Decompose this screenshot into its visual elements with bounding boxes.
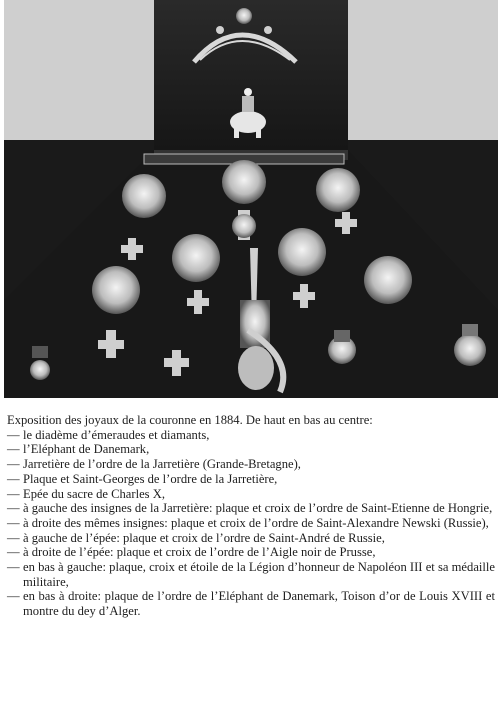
caption-item: — Epée du sacre de Charles X, [7,487,495,502]
caption-item: — l’Eléphant de Danemark, [7,442,495,457]
backdrop-right [348,0,498,140]
jewel-display-illustration [4,0,498,398]
caption-item: — à gauche de l’épée: plaque et croix de l’ordre de Saint-André de Russie, [7,531,495,546]
caption-item: — à droite des mêmes insignes: plaque et croix de l’ordre de Saint-Alexandre Newski (Russie), [7,516,495,531]
caption-list [7,428,495,619]
caption-item: — à droite de l’épée: plaque et croix de l’ordre de l’Aigle noir de Prusse, [7,545,495,560]
exhibition-photograph [4,0,498,398]
caption-item: — en bas à gauche: plaque, croix et étoile de la Légion d’honneur de Napoléon III et sa médaille militaire, [7,560,495,589]
back-panel [154,0,348,165]
caption-item: — Plaque et Saint-Georges de l’ordre de la Jarretière, [7,472,495,487]
caption-item: — le diadème d’émeraudes et diamants, [7,428,495,443]
photo-caption [7,413,495,619]
caption-item: — à gauche des insignes de la Jarretière: plaque et croix de l’ordre de Saint-Etienne de Hongrie, [7,501,495,516]
caption-item: — Jarretière de l’ordre de la Jarretière (Grande-Bretagne), [7,457,495,472]
caption-item: — en bas à droite: plaque de l’ordre de l’Eléphant de Danemark, Toison d’or de Louis XVIII et montre du dey d’Alger. [7,589,495,618]
backdrop-left [4,0,154,140]
caption-intro: Exposition des joyaux de la couronne en 1884. De haut en bas au centre: [7,413,373,427]
